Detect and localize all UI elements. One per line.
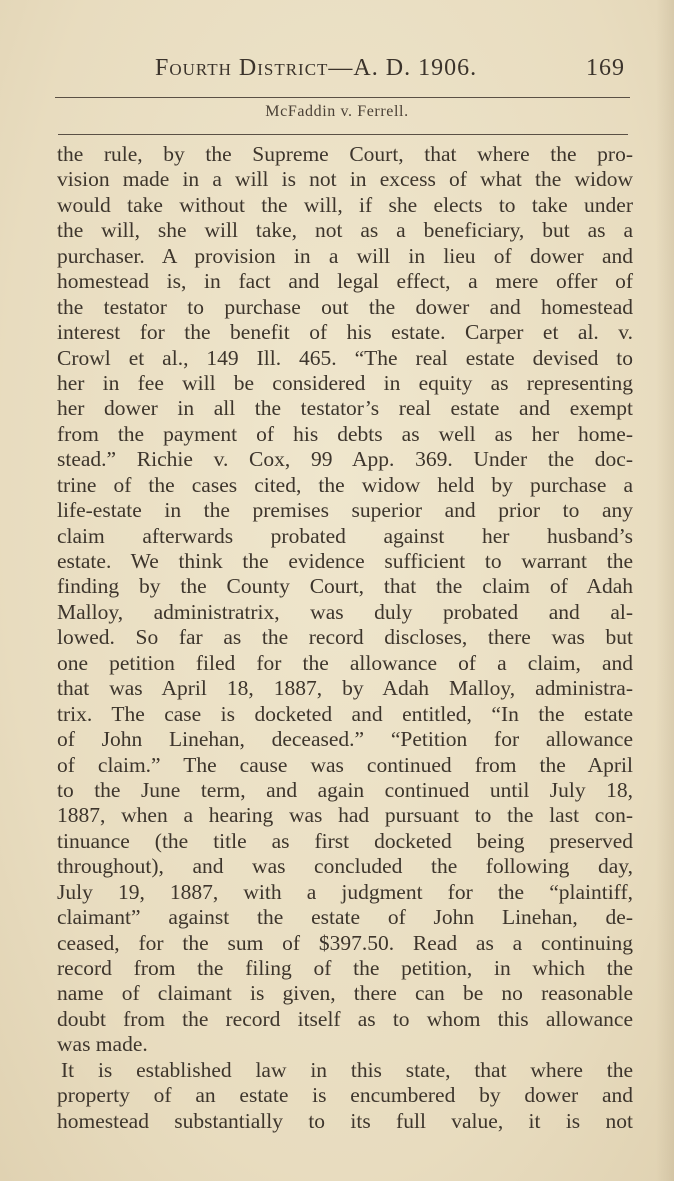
text-line: to the June term, and again continued until July 18,: [57, 777, 633, 802]
text-line: one petition filed for the allowance of a claim, and: [57, 650, 633, 675]
text-line: her in fee will be considered in equity as representing: [57, 370, 633, 395]
header-rule-bottom: [58, 134, 628, 135]
text-line: property of an estate is encumbered by dower and: [57, 1083, 633, 1108]
text-line: lowed. So far as the record discloses, there was but: [57, 625, 633, 650]
text-line: vision made in a will is not in excess of what the widow: [57, 167, 633, 192]
text-line: of claim.” The cause was continued from the April: [57, 752, 633, 777]
text-line: claim afterwards probated against her husband’s: [57, 523, 633, 548]
text-line: ceased, for the sum of $397.50. Read as a continuing: [57, 930, 633, 955]
text-line: July 19, 1887, with a judgment for the “plaintiff,: [57, 879, 633, 904]
text-line: would take without the will, if she elects to take under: [57, 192, 633, 217]
text-line: throughout), and was concluded the following day,: [57, 854, 633, 879]
paragraph-start-line: It is established law in this state, that where the: [61, 1057, 633, 1082]
text-line: Malloy, administratrix, was duly probated and al-: [57, 599, 633, 624]
text-line: her dower in all the testator’s real estate and exempt: [57, 396, 633, 421]
text-line: record from the filing of the petition, in which the: [57, 956, 633, 980]
running-header: [155, 55, 625, 89]
case-title: McFaddin v. Ferrell.: [265, 103, 409, 120]
text-line: 1887, when a hearing was had pursuant to the last con-: [57, 803, 633, 828]
text-line: from the payment of his debts as well as her home-: [57, 421, 633, 446]
running-title: Fourth District—A. D. 1906.: [155, 55, 478, 81]
page-edge-shadow: [656, 0, 674, 1181]
text-line: tinuance (the title as first docketed being preserved: [57, 828, 633, 853]
text-line: homestead substantially to its full value, it is not: [57, 1108, 633, 1133]
body-text: [57, 142, 633, 1134]
text-line: finding by the County Court, that the claim of Adah: [57, 574, 633, 599]
text-line: was made.: [57, 1032, 148, 1057]
text-line: stead.” Richie v. Cox, 99 App. 369. Under the doc-: [57, 447, 633, 472]
text-line: doubt from the record itself as to whom this allowance: [57, 1006, 633, 1031]
text-line: the testator to purchase out the dower and homestead: [57, 294, 633, 319]
text-line: name of claimant is given, there can be no reasonable: [57, 981, 633, 1006]
text-line: of John Linehan, deceased.” “Petition for allowance: [57, 727, 633, 752]
text-line: Crowl et al., 149 Ill. 465. “The real estate devised to: [57, 345, 633, 370]
text-line: the rule, by the Supreme Court, that where the pro-: [57, 142, 633, 166]
text-line: trine of the cases cited, the widow held by purchase a: [57, 472, 633, 497]
text-line: claimant” against the estate of John Linehan, de-: [57, 905, 633, 930]
text-line: the will, she will take, not as a beneficiary, but as a: [57, 218, 633, 243]
text-line: estate. We think the evidence sufficient to warrant the: [57, 549, 633, 573]
page-number: 169: [586, 55, 625, 81]
text-line: interest for the benefit of his estate. Carper et al. v.: [57, 320, 633, 345]
text-line: homestead is, in fact and legal effect, a mere offer of: [57, 269, 633, 294]
text-line: purchaser. A provision in a will in lieu of dower and: [57, 243, 633, 268]
header-rule-top: [55, 97, 630, 98]
text-line: that was April 18, 1887, by Adah Malloy, administra-: [57, 676, 633, 701]
text-line: trix. The case is docketed and entitled, “In the estate: [57, 701, 633, 726]
text-line: life-estate in the premises superior and prior to any: [57, 498, 633, 523]
